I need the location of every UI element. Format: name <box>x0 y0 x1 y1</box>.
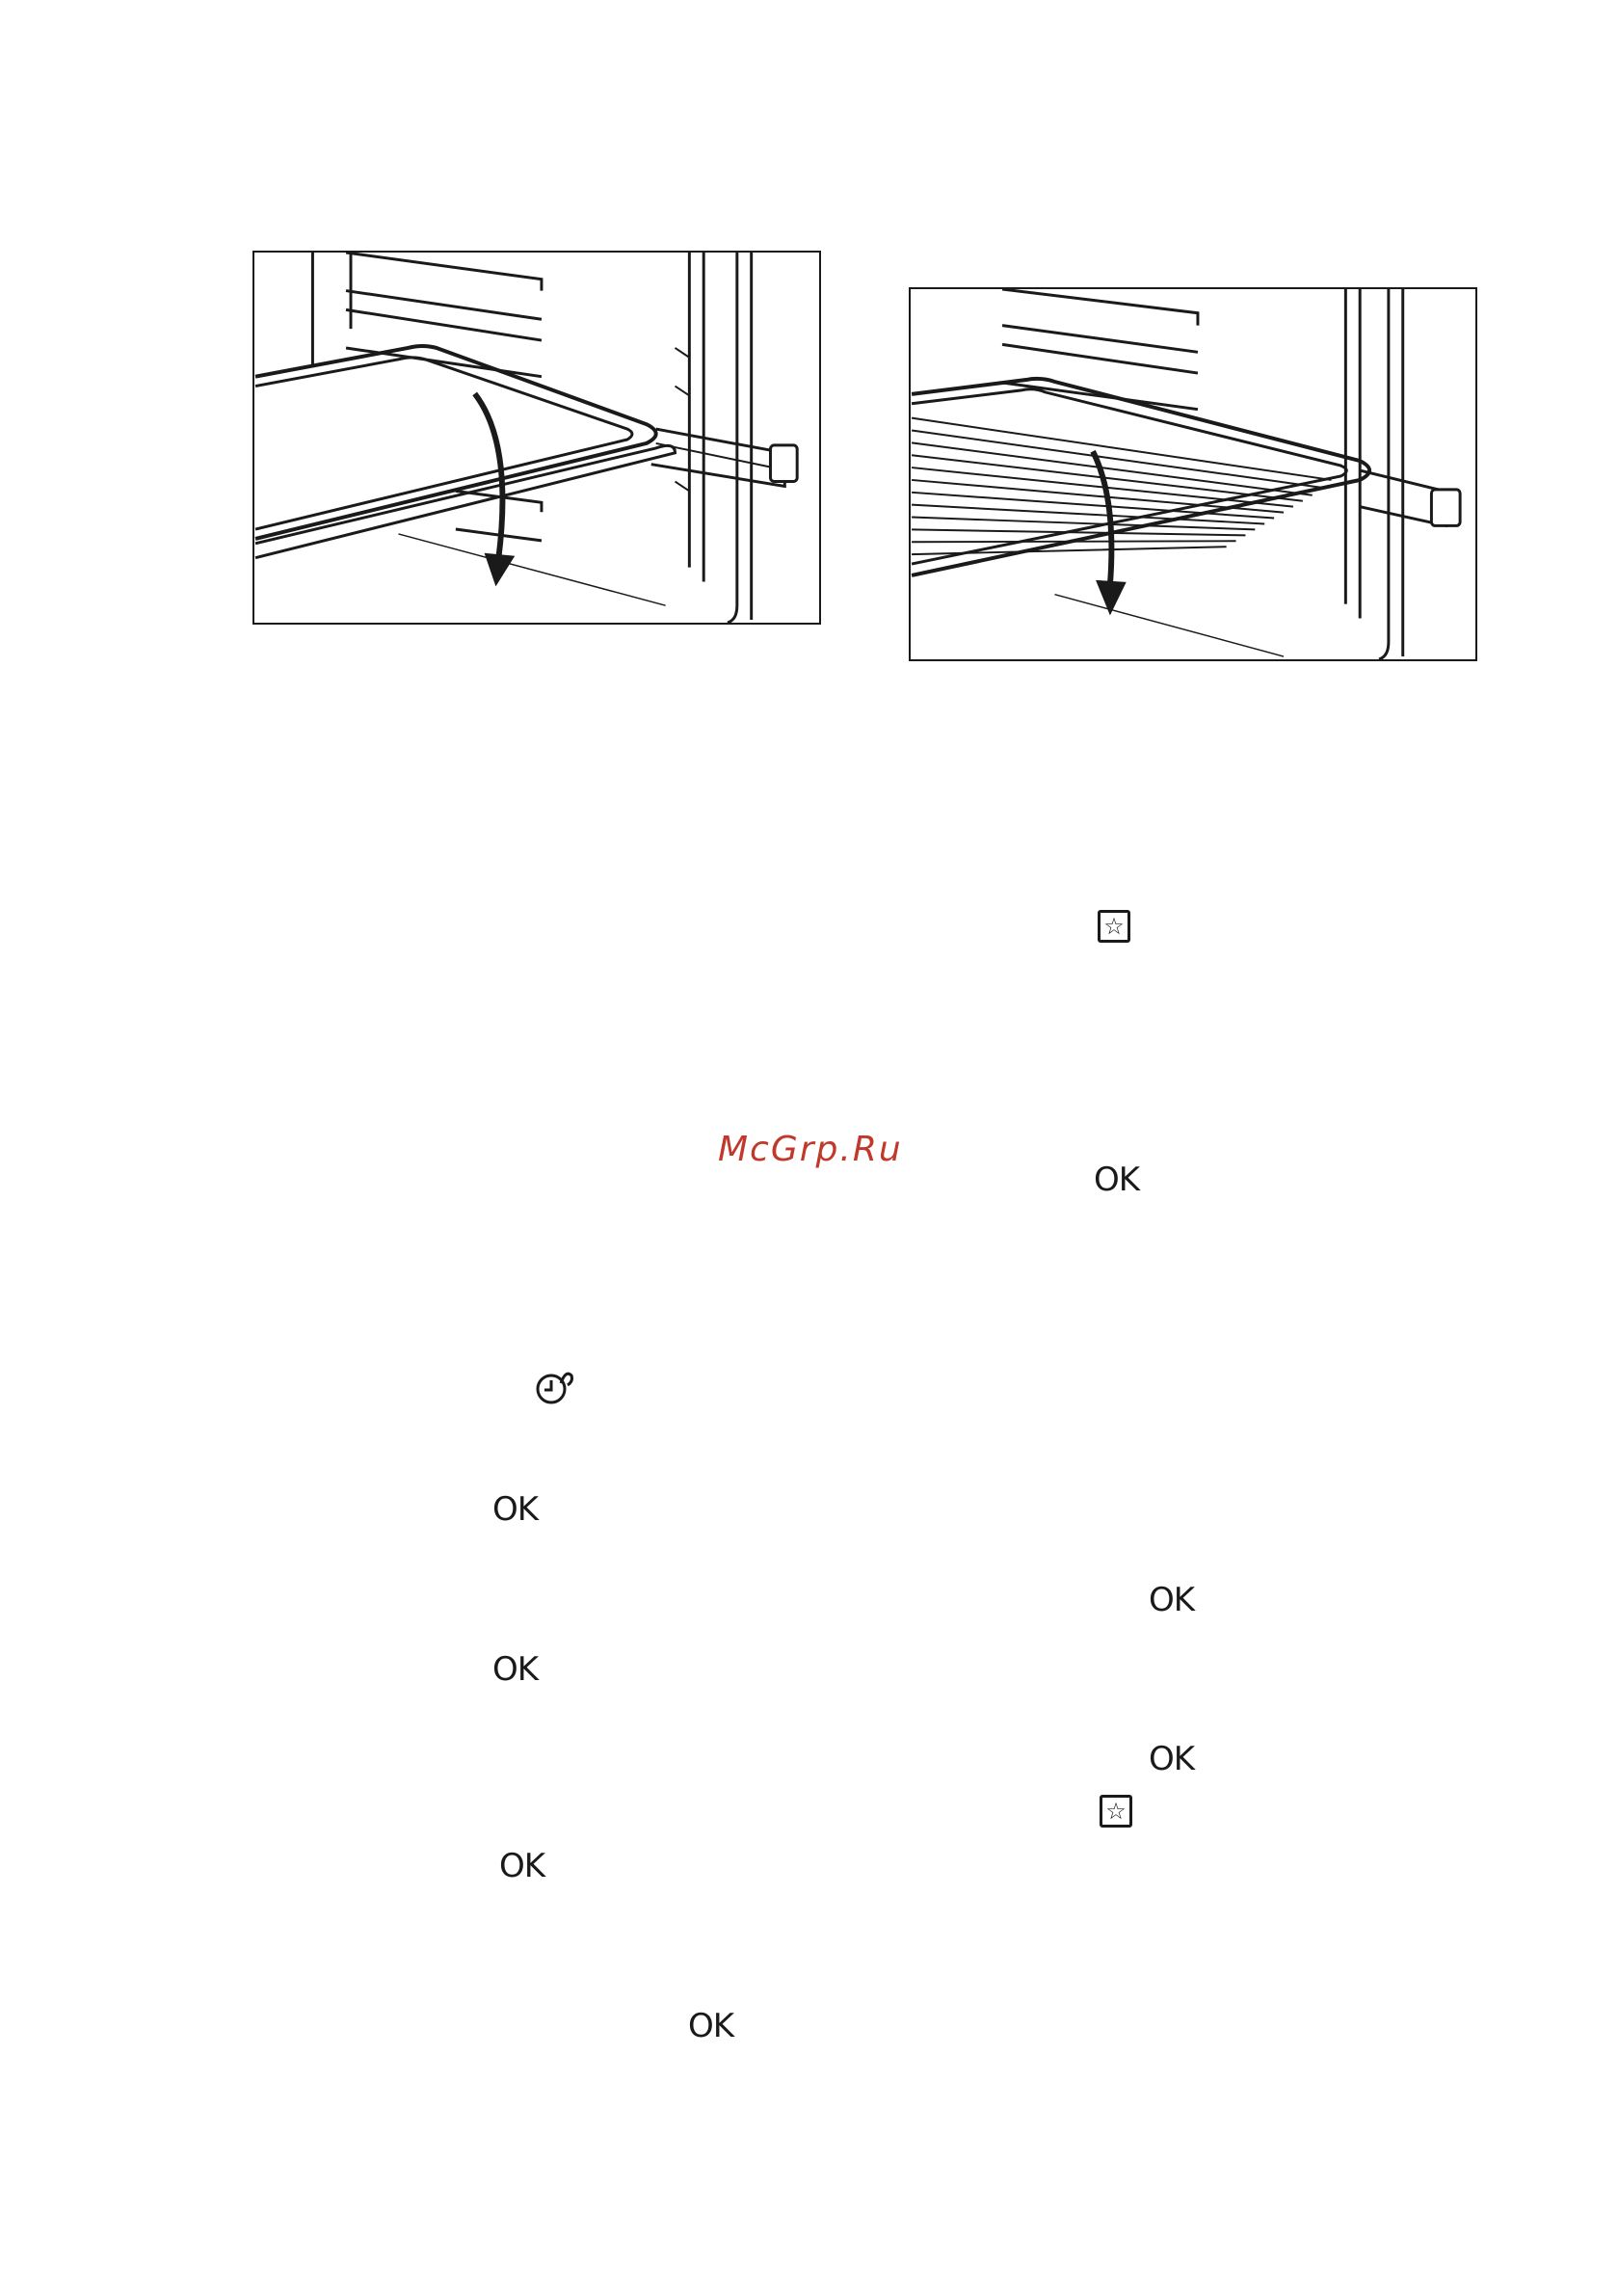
ok-label: OK <box>688 2007 734 2045</box>
star-button-icon <box>1100 1795 1132 1828</box>
oven-tray-illustration <box>254 253 819 623</box>
ok-label: OK <box>499 1847 545 1885</box>
clock-timer-icon <box>535 1368 575 1406</box>
star-icon: ☆ <box>1103 913 1125 940</box>
watermark: McGrp.Ru <box>718 1130 903 1169</box>
wire-shelf-removal-figure <box>909 287 1477 661</box>
tray-removal-figure <box>252 251 821 625</box>
ok-label: OK <box>1149 1581 1195 1619</box>
ok-label: OK <box>492 1650 539 1689</box>
ok-label: OK <box>1149 1740 1195 1778</box>
star-icon: ☆ <box>1105 1798 1127 1825</box>
ok-label: OK <box>492 1490 539 1529</box>
oven-wire-shelf-illustration <box>911 289 1475 659</box>
ok-label: OK <box>1094 1161 1140 1199</box>
star-button-icon <box>1098 910 1130 943</box>
